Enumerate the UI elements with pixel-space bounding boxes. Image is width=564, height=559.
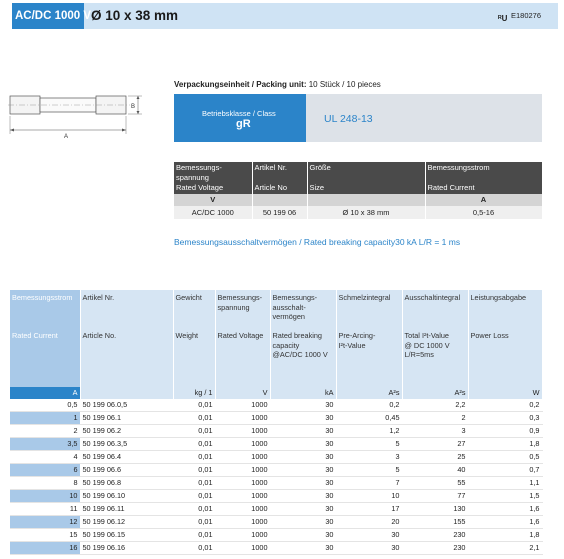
table-cell: 27 [402, 438, 468, 451]
table-cell: 155 [402, 516, 468, 529]
table-cell: 30 [270, 412, 336, 425]
table-cell: 2 [10, 425, 80, 438]
ul-certification-icon [498, 13, 510, 23]
table-cell: 0,01 [173, 451, 215, 464]
rating-header-article: Artikel Nr. Article No [252, 162, 307, 194]
column-header: Leistungsabgabe Power Loss [468, 290, 542, 387]
table-cell: 30 [270, 516, 336, 529]
table-cell: 30 [270, 529, 336, 542]
column-header: Schmelzintegral Pre-Arcing- I²t-Value [336, 290, 402, 387]
rating-unit: V [174, 194, 252, 206]
rating-unit: A [425, 194, 542, 206]
rating-value-current: 0,5-16 [425, 206, 542, 219]
table-cell: 0,3 [468, 412, 542, 425]
table-row [10, 412, 542, 425]
dimension-b-label: B [131, 104, 136, 110]
table-cell: 50 199 06.6 [80, 464, 173, 477]
table-cell: 0,7 [468, 464, 542, 477]
table-cell: 2,1 [468, 542, 542, 555]
table-cell: 1000 [215, 477, 270, 490]
rating-header-row [174, 162, 542, 194]
table-cell: 0,01 [173, 438, 215, 451]
table-cell: 30 [270, 438, 336, 451]
unit-cell: W [468, 387, 542, 399]
rating-header-voltage: Bemessungs- spannung Rated Voltage [174, 162, 252, 194]
column-header: Bemessungsstrom Rated Current [10, 290, 80, 387]
table-cell: 50 199 06.4 [80, 451, 173, 464]
table-cell: 1,1 [468, 477, 542, 490]
table-cell: 1000 [215, 438, 270, 451]
fuse-drawing [8, 84, 150, 142]
table-cell: 1000 [215, 412, 270, 425]
table-cell: 50 199 06.11 [80, 503, 173, 516]
standard-box [306, 94, 542, 142]
table-cell: 0,45 [336, 412, 402, 425]
breaking-capacity-note: Bemessungsausschaltvermögen / Rated breaking capacity30 kA L/R = 1 ms [174, 237, 461, 247]
table-row [10, 503, 542, 516]
table-cell: 1000 [215, 516, 270, 529]
rating-value-voltage: AC/DC 1000 [174, 206, 252, 219]
unit-cell [80, 387, 173, 399]
table-cell: 0,5 [468, 451, 542, 464]
table-cell: 15 [10, 529, 80, 542]
table-cell: 1000 [215, 490, 270, 503]
rating-value-size: Ø 10 x 38 mm [307, 206, 425, 219]
table-cell: 30 [270, 542, 336, 555]
table-cell: 0,01 [173, 529, 215, 542]
table-cell: 1000 [215, 503, 270, 516]
unit-cell: kg / 1 [173, 387, 215, 399]
table-cell: 17 [336, 503, 402, 516]
unit-cell: A²s [336, 387, 402, 399]
table-cell: 5 [336, 438, 402, 451]
table-cell: 5 [336, 464, 402, 477]
table-cell: 0,2 [336, 399, 402, 412]
svg-text:ᴿU: ᴿU [498, 14, 508, 23]
table-row [10, 542, 542, 555]
column-header: Ausschaltintegral Total I²t-Value @ DC 1000 V L/R=5ms [402, 290, 468, 387]
table-cell: 30 [270, 451, 336, 464]
table-cell: 50 199 06.3,5 [80, 438, 173, 451]
table-cell: 0,01 [173, 425, 215, 438]
table-cell: 10 [10, 490, 80, 503]
unit-cell: V [215, 387, 270, 399]
table-cell: 50 199 06.2 [80, 425, 173, 438]
table-cell: 1,6 [468, 503, 542, 516]
table-cell: 30 [336, 529, 402, 542]
table-cell: 30 [270, 477, 336, 490]
table-cell: 0,5 [10, 399, 80, 412]
table-cell: 1000 [215, 399, 270, 412]
table-cell: 1,6 [468, 516, 542, 529]
table-cell: 0,01 [173, 399, 215, 412]
table-row [10, 438, 542, 451]
table-cell: 20 [336, 516, 402, 529]
table-cell: 0,01 [173, 542, 215, 555]
table-cell: 7 [336, 477, 402, 490]
table-cell: 30 [270, 399, 336, 412]
table-cell: 2 [402, 412, 468, 425]
table-cell: 0,01 [173, 490, 215, 503]
table-cell: 1,2 [336, 425, 402, 438]
table-cell: 230 [402, 529, 468, 542]
page-title: Ø 10 x 38 mm [91, 8, 179, 23]
table-cell: 30 [270, 503, 336, 516]
table-cell: 77 [402, 490, 468, 503]
table-row [10, 529, 542, 542]
header-bar [12, 3, 558, 29]
rating-table [174, 162, 543, 219]
packing-unit [174, 80, 381, 89]
rating-value-article: 50 199 06 [252, 206, 307, 219]
table-cell: 50 199 06.12 [80, 516, 173, 529]
class-label: Betriebsklasse / Class [202, 109, 276, 118]
voltage-tag: AC/DC 1000 V [12, 3, 84, 29]
table-cell: 11 [10, 503, 80, 516]
table-cell: 1000 [215, 529, 270, 542]
standard-value: UL 248-13 [324, 113, 373, 125]
table-cell: 0,9 [468, 425, 542, 438]
column-header: Bemessungs- spannung Rated Voltage [215, 290, 270, 387]
table-cell: 0,01 [173, 412, 215, 425]
table-cell: 50 199 06.16 [80, 542, 173, 555]
product-table [10, 290, 543, 555]
table-cell: 6 [10, 464, 80, 477]
column-header: Artikel Nr. Article No. [80, 290, 173, 387]
unit-cell: kA [270, 387, 336, 399]
table-cell: 55 [402, 477, 468, 490]
table-row [10, 490, 542, 503]
table-cell: 16 [10, 542, 80, 555]
table-cell: 30 [270, 425, 336, 438]
table-unit-row [10, 387, 542, 399]
table-cell: 130 [402, 503, 468, 516]
table-row [10, 399, 542, 412]
table-cell: 1000 [215, 464, 270, 477]
class-box [174, 94, 306, 142]
table-cell: 25 [402, 451, 468, 464]
table-cell: 2,2 [402, 399, 468, 412]
table-cell: 3,5 [10, 438, 80, 451]
table-row [10, 477, 542, 490]
table-cell: 50 199 06.8 [80, 477, 173, 490]
packing-unit-label: Verpackungseinheit / Packing unit: [174, 80, 307, 89]
table-cell: 1,8 [468, 529, 542, 542]
table-cell: 12 [10, 516, 80, 529]
table-cell: 8 [10, 477, 80, 490]
table-cell: 50 199 06.15 [80, 529, 173, 542]
table-cell: 0,01 [173, 464, 215, 477]
rating-unit [307, 194, 425, 206]
class-value: gR [236, 118, 251, 130]
table-cell: 50 199 06.10 [80, 490, 173, 503]
table-cell: 1000 [215, 451, 270, 464]
table-cell: 30 [336, 542, 402, 555]
packing-unit-value: 10 Stück / 10 pieces [308, 80, 381, 89]
table-cell: 230 [402, 542, 468, 555]
table-row [10, 516, 542, 529]
table-cell: 10 [336, 490, 402, 503]
table-cell: 1000 [215, 542, 270, 555]
table-cell: 1 [10, 412, 80, 425]
rating-unit [252, 194, 307, 206]
table-cell: 0,01 [173, 477, 215, 490]
rating-header-current: Bemessungsstrom Rated Current [425, 162, 542, 194]
table-cell: 1,5 [468, 490, 542, 503]
table-cell: 40 [402, 464, 468, 477]
rating-unit-row [174, 194, 542, 206]
table-cell: 4 [10, 451, 80, 464]
table-row [10, 451, 542, 464]
table-cell: 1000 [215, 425, 270, 438]
dimension-a-label: A [64, 134, 69, 140]
table-cell: 50 199 06.0,5 [80, 399, 173, 412]
table-cell: 0,01 [173, 503, 215, 516]
table-cell: 1,8 [468, 438, 542, 451]
table-cell: 30 [270, 464, 336, 477]
table-row [10, 464, 542, 477]
table-cell: 50 199 06.1 [80, 412, 173, 425]
rating-header-size: Größe Size [307, 162, 425, 194]
table-row [10, 425, 542, 438]
certificate-number: E180276 [511, 11, 542, 20]
table-cell: 30 [270, 490, 336, 503]
rating-data-row [174, 206, 542, 219]
column-header: Bemessungs- ausschalt- vermögen Rated breaking capacity @AC/DC 1000 V [270, 290, 336, 387]
column-header: Gewicht Weight [173, 290, 215, 387]
table-cell: 0,01 [173, 516, 215, 529]
table-cell: 3 [336, 451, 402, 464]
unit-cell: A [10, 387, 80, 399]
table-header-row [10, 290, 542, 387]
table-cell: 0,2 [468, 399, 542, 412]
table-cell: 3 [402, 425, 468, 438]
unit-cell: A²s [402, 387, 468, 399]
